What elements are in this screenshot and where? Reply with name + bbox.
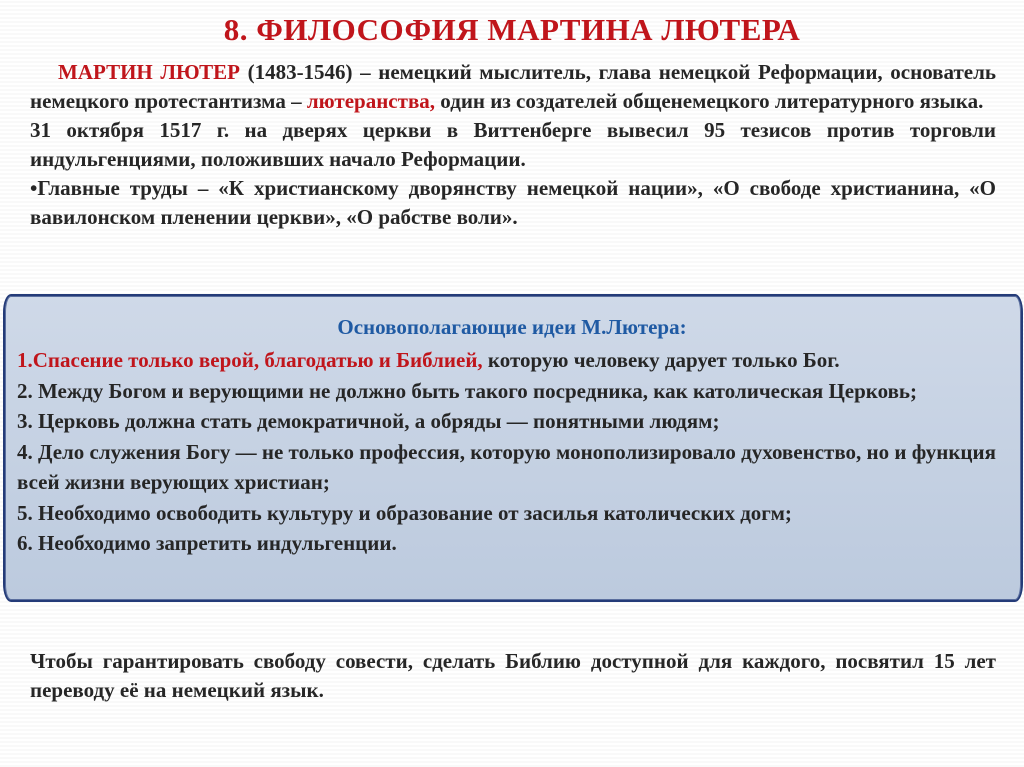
intro-paragraph-theses: 31 октября 1517 г. на дверях церкви в Виттенберге вывесил 95 тезисов против торговли индульгенциями, положивших начало Реформации.: [30, 118, 996, 171]
slide-title: 8. ФИЛОСОФИЯ МАРТИНА ЛЮТЕРА: [223, 12, 801, 47]
idea-1-text: которую человеку дарует только Бог.: [482, 348, 840, 372]
idea-item-5: 5. Необходимо освободить культуру и образование от засилья католических догм;: [17, 500, 792, 525]
lutheranism-term: лютеранства,: [306, 89, 436, 113]
idea-item-1: [17, 345, 1021, 376]
intro-paragraph-works: •Главные труды – «К христианскому дворянству немецкой нации», «О свободе христианина, «О вавилонском пленении церкви», «О рабстве воли».: [30, 176, 996, 229]
ideas-panel-title: Основополагающие идеи М.Лютера:: [337, 315, 687, 339]
luther-name: МАРТИН ЛЮТЕР: [58, 60, 240, 84]
idea-item-3: 3. Церковь должна стать демократичной, а обряды — понятными людям;: [17, 409, 720, 433]
bio-text: (1483-1546) – немецкий мыслитель, глава немецкой Реформации, основатель немецкого протестантизма –: [30, 60, 996, 113]
idea-item-6: 6. Необходимо запретить индульгенции.: [17, 531, 397, 555]
footer-paragraph: Чтобы гарантировать свободу совести, сделать Библию доступной для каждого, посвятил 15 лет переводу её на немецкий язык.: [30, 649, 996, 702]
intro-paragraph-bio: [30, 58, 996, 116]
idea-1-highlight: 1.Спасение только верой, благодатью и Библией,: [17, 348, 483, 372]
footer-text: [30, 647, 996, 705]
idea-item-2: 2. Между Богом и верующими не должно быть такого посредника, как католическая Церковь;: [17, 378, 918, 403]
idea-item-4: 4. Дело служения Богу — не только профессия, которую монополизировало духовенство, но и функция всей жизни верующих христиан;: [17, 439, 996, 494]
ideas-list: [17, 345, 1021, 559]
intro-text: [30, 58, 996, 232]
bio-text-end: один из создателей общенемецкого литературного языка.: [435, 89, 984, 113]
